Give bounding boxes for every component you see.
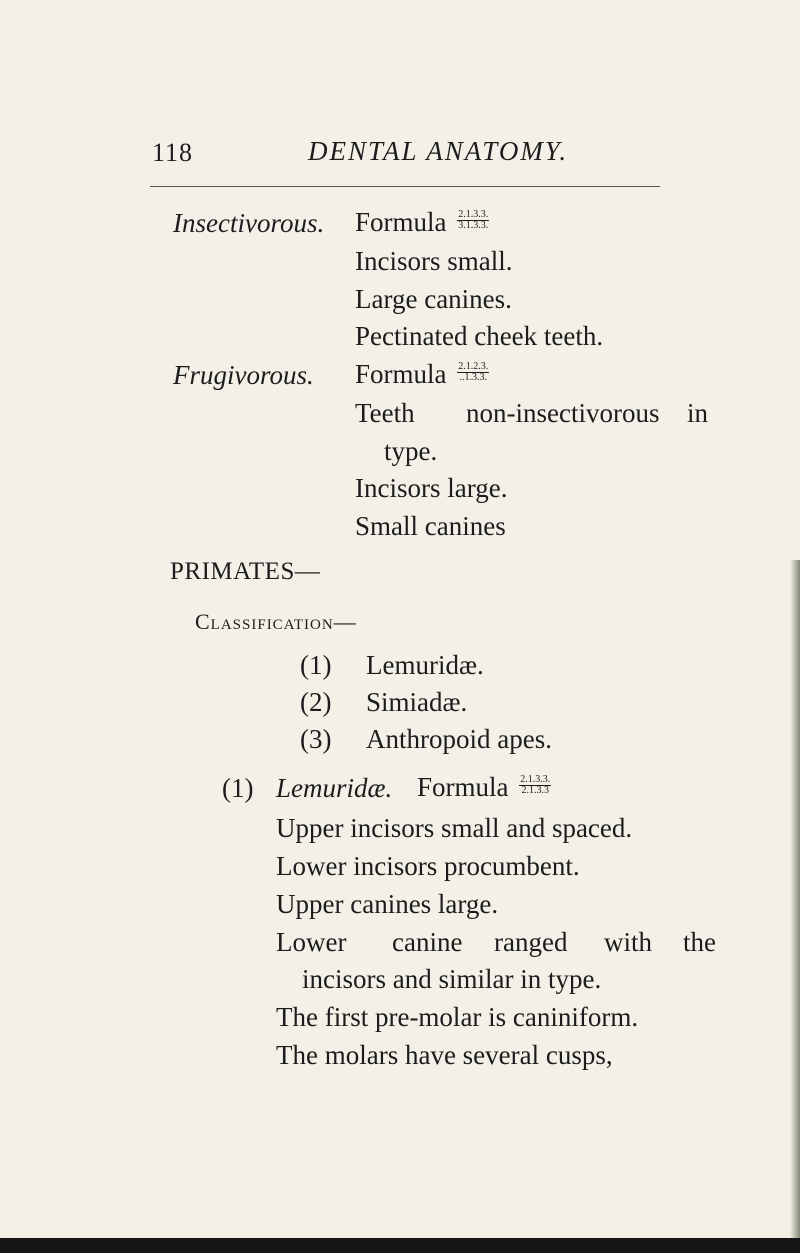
text-line: The first pre-molar is caniniform.: [276, 1002, 639, 1032]
formula-label: Formula: [355, 359, 447, 389]
text-line: Upper incisors small and spaced.: [276, 813, 633, 843]
formula-numerator: 2.1.2.3.: [458, 360, 489, 372]
classification-heading: Classification—: [195, 609, 357, 634]
list-item-number: (2): [300, 687, 332, 717]
text-line-word: ranged: [494, 927, 568, 957]
text-line: Incisors small.: [355, 246, 513, 276]
frugivorous-label: Frugivorous.: [173, 360, 314, 390]
list-item: Anthropoid apes.: [366, 724, 552, 754]
formula-label: Formula: [355, 207, 447, 237]
formula-denominator: 3.1.3.3.: [458, 220, 489, 232]
list-item: Simiadæ.: [366, 687, 468, 717]
dental-formula-fraction: [457, 362, 489, 384]
dental-formula-fraction: [457, 210, 489, 232]
text-line-word: Lower: [276, 927, 347, 957]
text-line: Incisors large.: [355, 473, 508, 503]
formula-denominator: ..1.3.3.: [459, 372, 487, 384]
formula-numerator: 2.1.3.3.: [520, 773, 551, 785]
insectivorous-formula: [355, 207, 489, 238]
text-line-word: non-insectivorous: [466, 398, 660, 428]
lemuridae-label: Lemuridæ.: [276, 773, 393, 803]
section-number: (1): [222, 773, 254, 803]
page-edge-shadow: [790, 560, 800, 1238]
text-line-word: the: [683, 927, 716, 957]
header-rule: [150, 186, 660, 187]
text-line: Large canines.: [355, 284, 512, 314]
text-line: Pectinated cheek teeth.: [355, 321, 604, 351]
running-title: DENTAL ANATOMY.: [308, 136, 569, 166]
formula-label: Formula: [417, 772, 509, 802]
list-item-number: (3): [300, 724, 332, 754]
scan-bottom-border: [0, 1238, 800, 1253]
formula-numerator: 2.1.3.3.: [458, 208, 489, 220]
text-line-word: with: [604, 927, 653, 957]
lemuridae-formula: [417, 772, 551, 803]
page-number: 118: [152, 138, 194, 167]
primates-heading: PRIMATES—: [170, 558, 321, 585]
text-line: Small canines: [355, 511, 506, 541]
text-line: type.: [384, 436, 438, 466]
list-item: Lemuridæ.: [366, 650, 484, 680]
text-line-word: in: [687, 398, 709, 428]
text-line: incisors and similar in type.: [302, 964, 602, 994]
insectivorous-label: Insectivorous.: [173, 208, 325, 238]
text-line: Upper canines large.: [276, 889, 499, 919]
text-line: Lower incisors procumbent.: [276, 851, 580, 881]
text-line: The molars have several cusps,: [276, 1040, 613, 1070]
frugivorous-formula: [355, 359, 489, 390]
formula-denominator: 2.1.3.3: [521, 785, 549, 797]
text-line-word: Teeth: [355, 398, 415, 428]
dental-formula-fraction: [519, 775, 551, 797]
text-line-word: canine: [392, 927, 463, 957]
list-item-number: (1): [300, 650, 332, 680]
